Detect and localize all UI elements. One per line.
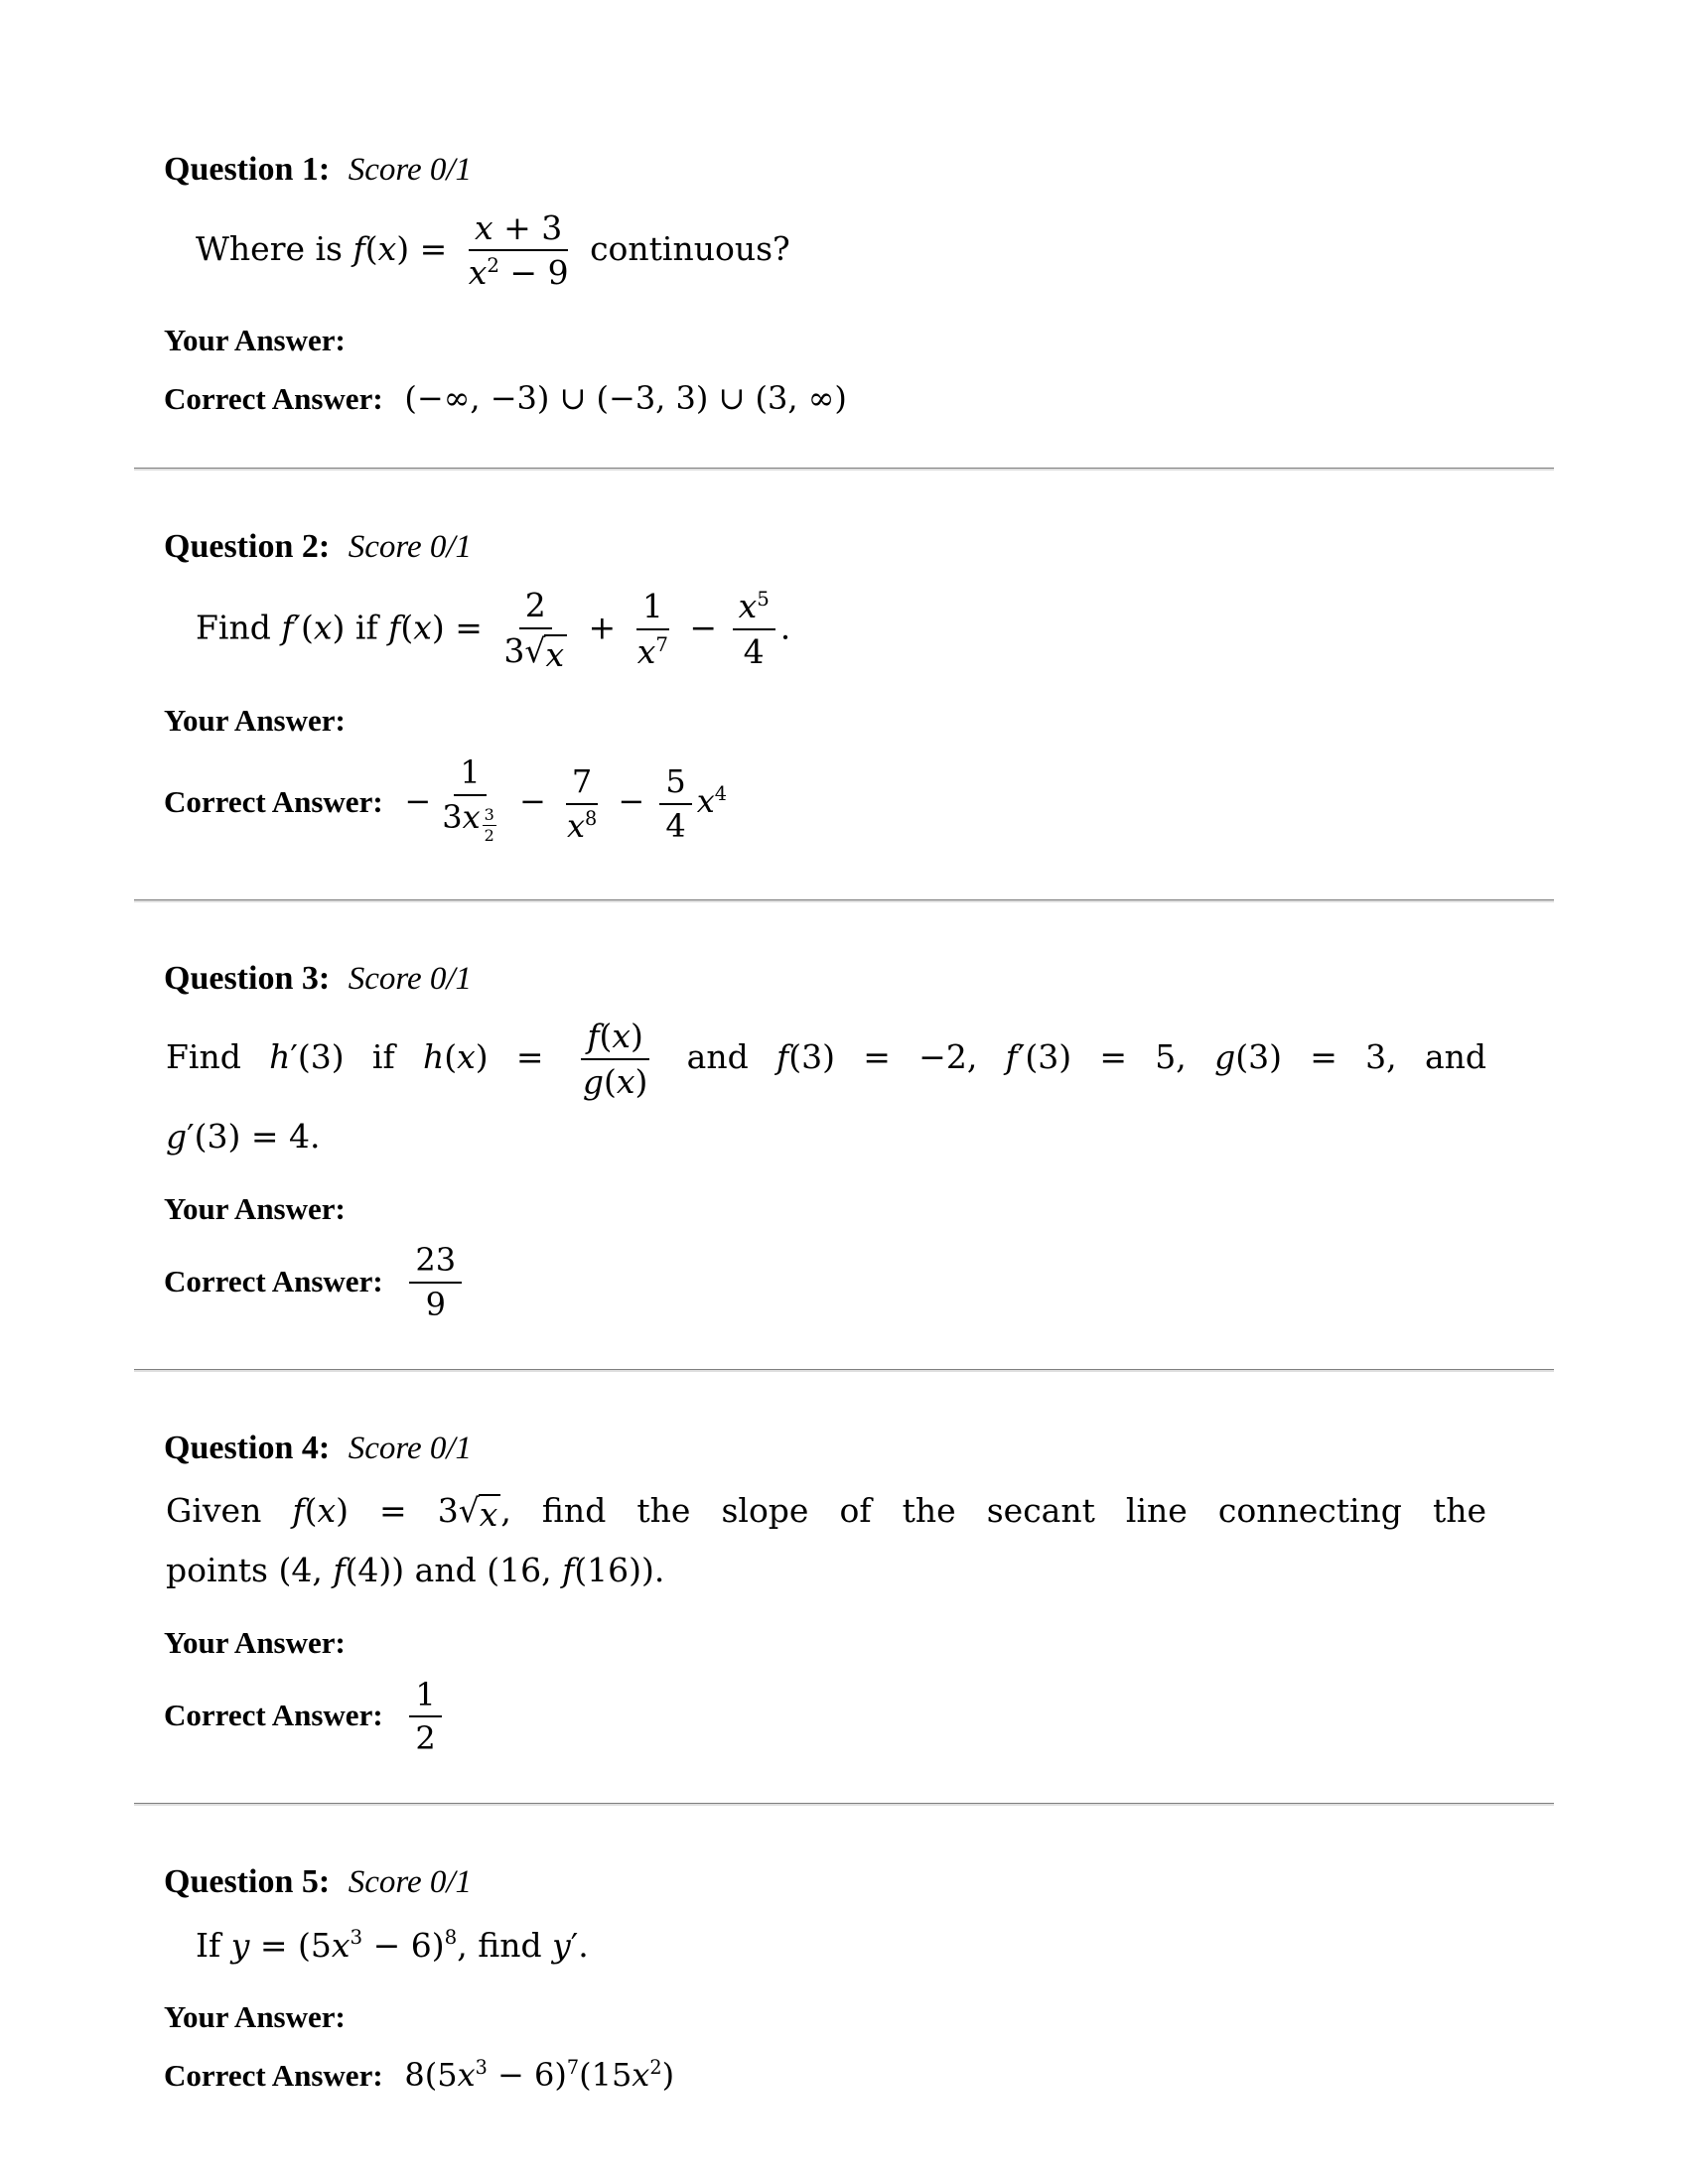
section-divider: [134, 468, 1554, 471]
question-4-formula: Given f(x) = 3 √ x , find the slope of the secant line connecting the points (4, f(4)) and (16, f(16)).: [166, 1491, 1486, 1590]
section-divider: [134, 899, 1554, 902]
question-3-formula: Find h′(3) if h(x) = $\frac{f(x)}{g(x)}$ and f(3) = −2, f′(3) = 5, g(3) = 3, and g′(3) = 4.: [166, 1017, 1486, 1156]
question-5-number: Question 5:: [164, 1863, 331, 1901]
question-2-section: [164, 526, 1554, 901]
correct-answer-value: (−∞, −3) ∪ (−3, 3) ∪ (3, ∞): [404, 378, 847, 417]
section-divider: [134, 1369, 1554, 1372]
question-3-number: Question 3:: [164, 959, 331, 997]
question-1-your-answer-row: [164, 316, 1554, 364]
question-5-formula: If $y = (5x^3 - 6)^8$, find y′.: [196, 1925, 589, 1965]
question-4-score: Score 0/1: [348, 1430, 473, 1466]
your-answer-label: Your Answer:: [164, 1190, 346, 1226]
question-2-number: Question 2:: [164, 528, 331, 566]
correct-answer-value: $\frac{1}{2}$: [404, 1696, 446, 1733]
question-5-your-answer-row: [164, 1992, 1554, 2041]
correct-answer-value: $8(5x^3 - 6)^7(15x^2)$: [404, 2055, 675, 2094]
correct-answer-label: Correct Answer:: [164, 784, 383, 820]
your-answer-label: Your Answer:: [164, 323, 346, 358]
correct-answer-label: Correct Answer:: [164, 1697, 383, 1732]
question-3-score: Score 0/1: [348, 960, 473, 997]
question-1-number: Question 1:: [164, 151, 331, 188]
question-5-correct-answer-row: [164, 2051, 1554, 2100]
question-5-score: Score 0/1: [348, 1864, 473, 1901]
question-2-formula: Find f′(x) if f(x) = 2 3 √ x + $\frac{1}{x^7}$ − $\frac{x^5}{4}$ .: [196, 585, 791, 674]
question-1-formula: Where is f(x) = $\frac{x + 3}{x^2 - 9}$ continuous?: [196, 207, 790, 293]
your-answer-label: Your Answer:: [164, 1999, 346, 2035]
question-1-score: Score 0/1: [348, 152, 473, 188]
question-2-correct-answer-row: [164, 754, 1554, 854]
correct-answer-value: $\frac{23}{9}$: [404, 1262, 467, 1299]
question-4-section: [164, 1428, 1554, 1806]
question-5-section: [164, 1861, 1554, 2099]
correct-answer-value: − 1 3x $\frac{3}{2}$ − $\frac{7}{x^8}$ − $\frac{5}{4}$ $x^4$: [404, 752, 728, 846]
your-answer-label: Your Answer:: [164, 703, 346, 739]
question-3-section: [164, 958, 1554, 1372]
question-3-your-answer-row: [164, 1184, 1554, 1233]
question-3-correct-answer-row: [164, 1242, 1554, 1323]
question-1-section: [164, 149, 1554, 471]
question-3-heading: [164, 958, 1554, 1001]
question-4-heading: [164, 1428, 1554, 1470]
question-2-heading: [164, 526, 1554, 569]
correct-answer-label: Correct Answer:: [164, 2057, 383, 2093]
section-divider: [134, 1803, 1554, 1806]
correct-answer-label: Correct Answer:: [164, 380, 383, 416]
question-2-score: Score 0/1: [348, 529, 473, 566]
correct-answer-label: Correct Answer:: [164, 1263, 383, 1298]
question-5-heading: [164, 1861, 1554, 1904]
question-4-correct-answer-row: [164, 1677, 1554, 1758]
question-4-your-answer-row: [164, 1618, 1554, 1667]
question-2-your-answer-row: [164, 696, 1554, 745]
your-answer-label: Your Answer:: [164, 1625, 346, 1661]
question-1-heading: [164, 149, 1554, 192]
question-4-number: Question 4:: [164, 1429, 331, 1466]
question-1-correct-answer-row: [164, 374, 1554, 423]
